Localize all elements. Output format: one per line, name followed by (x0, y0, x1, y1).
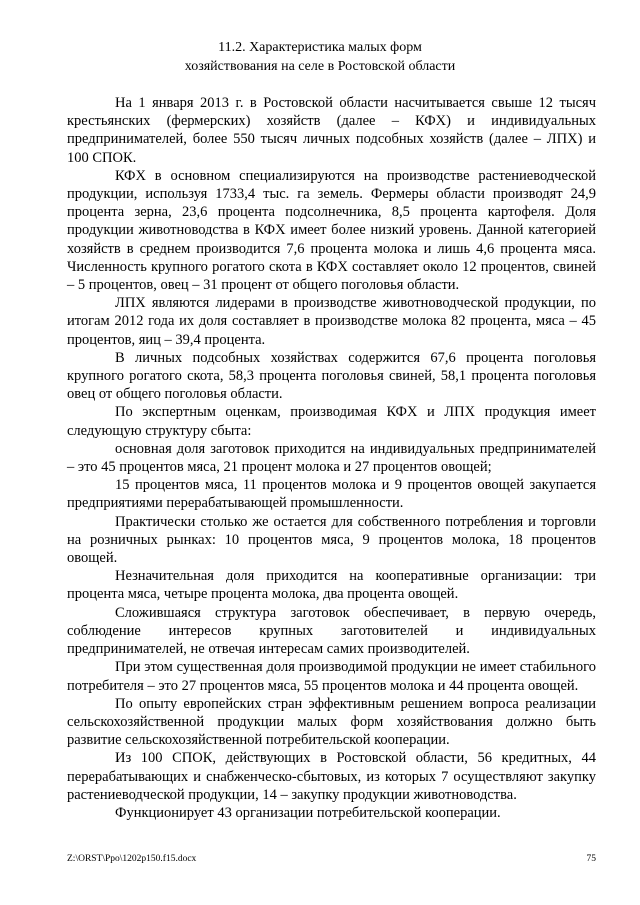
paragraph: ЛПХ являются лидерами в производстве животноводческой продукции, по итогам 2012 года их доля составляет в производстве молока 82 процента, мяса – 45 процентов, яиц – 39,4 процента. (67, 295, 596, 348)
heading-line-2: хозяйствования на селе в Ростовской области (184, 59, 456, 74)
paragraph: Практически столько же остается для собственного потребления и торговли на розничных рынках: 10 процентов мяса, 9 процентов молока, 18 процентов овощей. (67, 513, 596, 567)
page-number: 75 (586, 854, 596, 864)
paragraph: 15 процентов мяса, 11 процентов молока и 9 процентов овощей закупается предприятиями перерабатывающей промышленности. (67, 477, 596, 512)
document-body (67, 94, 596, 822)
heading-line-1: 11.2. Характеристика малых форм (218, 40, 422, 55)
paragraph: Сложившаяся структура заготовок обеспечивает, в первую очередь, соблюдение интересов крупных заготовителей и индивидуальных предпринимателей, не отвечая интересам самих производителей. (67, 604, 596, 658)
paragraph: На 1 января 2013 г. в Ростовской области насчитывается свыше 12 тысяч крестьянских (фермерских) хозяйств (далее – КФХ) и индивидуальных предпринимателей, более 550 тысяч личных подсобных хозяйств (далее – ЛПХ) и 100 СПОК. (67, 95, 596, 166)
paragraph: В личных подсобных хозяйствах содержится 67,6 процента поголовья крупного рогатого скота, 58,3 процента поголовья свиней, 58,1 процента поголовья овец от общего поголовья области. (67, 349, 596, 403)
paragraph: Из 100 СПОК, действующих в Ростовской области, 56 кредитных, 44 перерабатывающих и снабженческо-сбытовых, из которых 7 осуществляют закупку растениеводческой продукции, 14 – закупку продукции животноводства. (67, 750, 596, 803)
paragraph: По экспертным оценкам, производимая КФХ и ЛПХ продукция имеет следующую структуру сбыта: (67, 404, 596, 439)
paragraph: КФХ в основном специализируются на производстве растениеводческой продукции, используя 1733,4 тыс. га земель. Фермеры области производят 24,9 процента зерна, 23,6 процента подсолнечника, 8,5 процента картофеля. Доля продукции животноводства в КФХ имеет более низкий уровень. Данной категорией хозяйств в среднем производится 7,6 процента молока и лишь 4,6 процента мяса. Численность крупного рогатого скота в КФХ составляет около 12 процентов, свиней – 5 процентов, овец – 31 процент от общего поголовья области. (67, 167, 596, 294)
paragraph: Незначительная доля приходится на кооперативные организации: три процента мяса, четыре процента молока, два процента овощей. (67, 568, 596, 603)
footer-file-path: Z:\ORST\Ppo\1202p150.f15.docx (67, 854, 197, 864)
paragraph: При этом существенная доля производимой продукции не имеет стабильного потребителя – это 27 процентов мяса, 55 процентов молока и 44 процента овощей. (67, 659, 596, 694)
paragraph: основная доля заготовок приходится на индивидуальных предпринимателей – это 45 процентов мяса, 21 процент молока и 27 процентов овощей; (67, 440, 596, 476)
section-heading (60, 38, 580, 76)
paragraph: По опыту европейских стран эффективным решением вопроса реализации сельскохозяйственной продукции малых форм хозяйствования должно быть развитие сельскохозяйственной потребительской кооперации. (67, 695, 596, 749)
paragraph: Функционирует 43 организации потребительской кооперации. (115, 804, 501, 821)
